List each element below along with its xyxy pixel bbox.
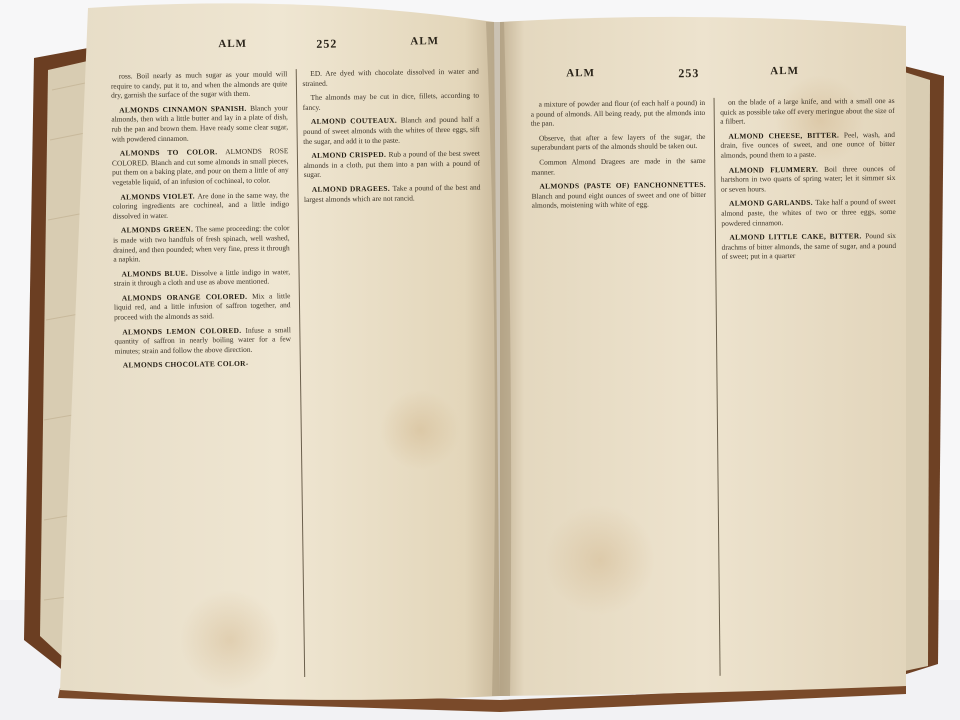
recipe-title: ALMONDS (PASTE OF) FANCHONNETTES. <box>539 180 706 191</box>
recipe-entry <box>721 164 896 195</box>
recipe-entry <box>303 115 480 146</box>
recipe-title: ALMOND GARLANDS. <box>729 198 816 209</box>
recipe-text: ALMONDS ROSE COLORED. Blanch and cut some almonds in small pieces, put them on a baking plate, and pour on them a little of any vegetable liquid, of an infusion of cochineal, to color. <box>111 146 289 187</box>
text-columns <box>111 67 487 680</box>
recipe-text: Boil three ounces of hartshorn in two quarts of spring water; let it simmer six or seven hours. <box>720 163 896 194</box>
head-right: ALM <box>770 64 799 78</box>
recipe-entry <box>531 156 706 177</box>
recipe-text: Blanch your almonds, then with a little butter and lay in a plate of dish, rub the pan and brown them. Have ready some clear sugar, with powdered cinnamon. <box>111 103 289 144</box>
recipe-entry <box>302 67 479 89</box>
recipe-entry <box>303 149 480 180</box>
recipe-text: Observe, that after a few layers of the sugar, the superabundant parts of the almonds should be taken out. <box>530 131 706 153</box>
recipe-title: ALMOND LITTLE CAKE, BITTER. <box>729 231 866 242</box>
recipe-text: The same proceeding: the color is made with two handfuls of fresh spinach, well washed, drained, and then pounded; when very fine, press it through a napkin. <box>113 223 290 264</box>
recipe-entry <box>531 180 706 211</box>
recipe-text: The almonds may be cut in dice, fillets, according to fancy. <box>302 90 480 112</box>
recipe-entry <box>721 197 896 228</box>
recipe-text: on the blade of a large knife, and with a small one as quick as possible take off every meringue about the size of a filbert. <box>720 95 895 126</box>
column-2 <box>295 67 487 678</box>
recipe-text: Peel, wash, and drain, five ounces of sweet, and one ounce of bitter almonds, pound them to a paste. <box>720 129 896 160</box>
recipe-title: ALMONDS GREEN. <box>120 224 196 235</box>
column-1 <box>531 98 712 678</box>
text-columns <box>531 96 901 678</box>
recipe-title: ALMONDS LEMON COLORED. <box>122 325 246 337</box>
recipe-title: ALMONDS CHOCOLATE COLOR- <box>122 359 249 370</box>
column-1 <box>111 69 296 679</box>
recipe-entry <box>531 98 706 129</box>
page-number: 253 <box>678 65 700 81</box>
recipe-text: Blanch and pound eight ounces of sweet and one of bitter almonds, moistening with white of egg. <box>531 189 707 211</box>
right-page-text <box>508 44 911 688</box>
recipe-entry <box>303 91 480 113</box>
running-head-left <box>88 14 488 51</box>
recipe-text: Pound six drachms of bitter almonds, the same of sugar, and a pound of sweet; put in a quarter <box>721 231 897 262</box>
page-number: 252 <box>316 36 338 51</box>
recipe-text: Mix a little liquid red, and a little infusion of saffron together, and proceed with the almonds as said. <box>113 291 291 322</box>
recipe-text: Common Almond Dragees are made in the same manner. <box>531 155 706 177</box>
recipe-entry <box>114 325 291 356</box>
recipe-title: ALMONDS VIOLET. <box>120 191 198 202</box>
recipe-entry <box>720 96 895 127</box>
recipe-title: ALMOND DRAGEES. <box>311 183 393 194</box>
recipe-entry <box>112 146 289 187</box>
recipe-title: ALMONDS CINNAMON SPANISH. <box>119 103 251 115</box>
recipe-title: ALMONDS ORANGE COLORED. <box>121 291 253 303</box>
recipe-entry <box>113 267 290 289</box>
recipe-title: ALMOND FLUMMERY. <box>728 164 825 175</box>
head-right: ALM <box>410 35 440 48</box>
recipe-entry <box>113 224 290 265</box>
recipe-entry <box>721 231 896 262</box>
recipe-text: Rub a pound of the best sweet almonds in a cloth, put them into a pan with a pound of sugar. <box>303 148 481 180</box>
recipe-entry <box>112 190 289 221</box>
recipe-text: Take half a pound of sweet almond paste, the whites of two or three eggs, some powdered cinnamon. <box>721 197 896 228</box>
recipe-text: ED. Are dyed with chocolate dissolved in water and strained. <box>302 66 479 88</box>
column-2 <box>713 96 901 676</box>
recipe-entry <box>531 132 706 153</box>
recipe-text: Are done in the same way, the coloring ingredients are cochineal, and a little indigo dissolved in water. <box>112 189 290 221</box>
recipe-text: Infuse a small quantity of saffron in nearly boiling water for a few minutes; strain and follow the above direction. <box>114 324 292 356</box>
recipe-text: Dissolve a little indigo in water, strain it through a cloth and use as above mentioned. <box>113 266 291 288</box>
recipe-title: ALMOND CRISPED. <box>311 149 389 161</box>
recipe-text: a mixture of powder and flour (of each half a pound) in a pound of almonds. All being ready, put the almonds into the pan. <box>530 97 706 128</box>
recipe-text: ross. Boil nearly as much sugar as your mould will require to candy, put it to, and when the almonds are quite dry, garnish the surface of the sugar with them. <box>110 69 288 100</box>
recipe-entry <box>720 130 895 161</box>
recipe-entry <box>111 69 288 100</box>
recipe-title: ALMOND COUTEAUX. <box>310 116 401 127</box>
recipe-text: Take a pound of the best and largest almonds which are not rancid. <box>303 182 481 204</box>
head-left: ALM <box>218 37 248 51</box>
recipe-entry <box>114 291 291 322</box>
recipe-title: ALMONDS BLUE. <box>121 268 192 279</box>
recipe-entry <box>304 182 481 204</box>
recipe-title: ALMONDS TO COLOR. <box>119 147 226 158</box>
recipe-title: ALMOND CHEESE, BITTER. <box>728 130 844 141</box>
left-page-text <box>88 14 497 690</box>
recipe-entry <box>115 359 292 371</box>
recipe-text: Blanch and pound half a pound of sweet almonds with the whites of three eggs, sift the sugar, and add it to the paste. <box>303 114 480 146</box>
running-head-right <box>508 44 904 81</box>
recipe-entry <box>111 103 288 144</box>
head-left: ALM <box>566 67 596 80</box>
